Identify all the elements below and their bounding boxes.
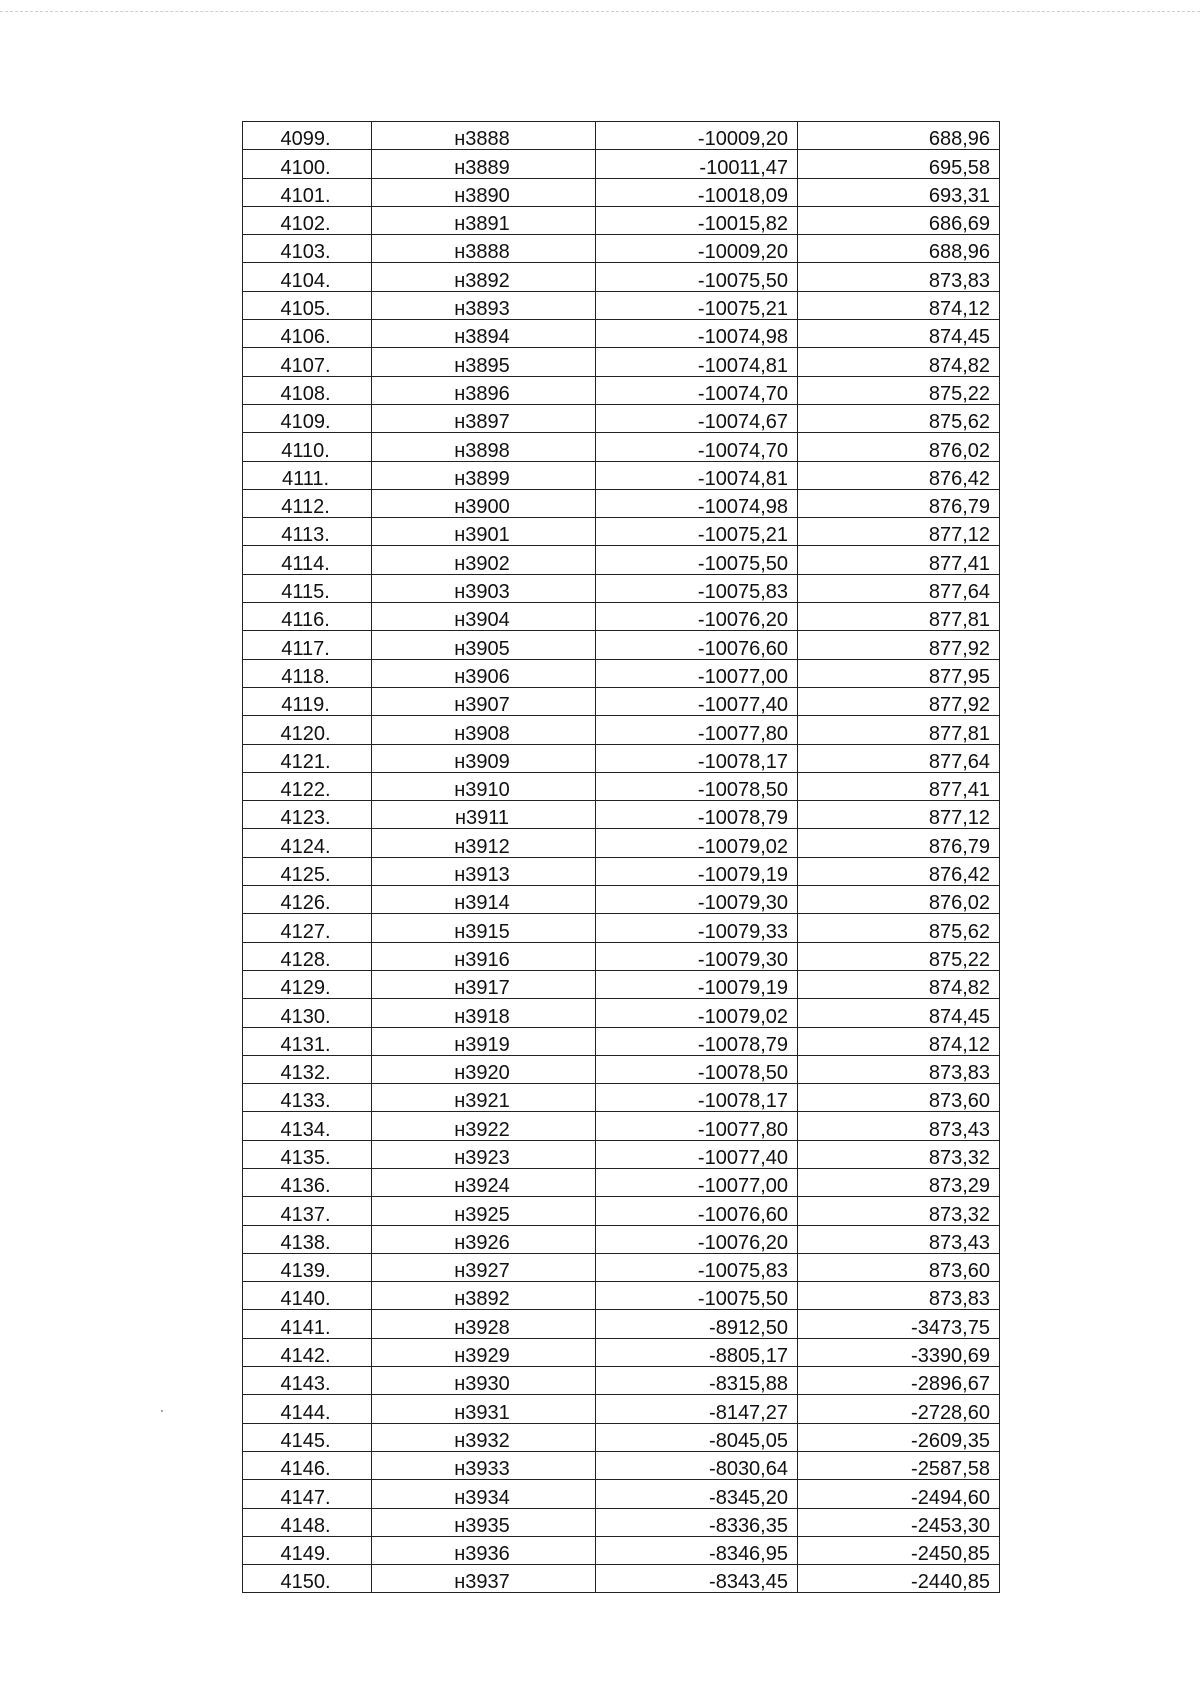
coord-y: 874,82 (798, 970, 1000, 998)
coord-y: -2494,60 (798, 1480, 1000, 1508)
coord-y: -2453,30 (798, 1508, 1000, 1536)
table-row (243, 1027, 1000, 1055)
point-name: н3903 (372, 574, 596, 602)
point-name: н3921 (372, 1084, 596, 1112)
row-number: 4127. (243, 914, 372, 942)
point-name: н3928 (372, 1310, 596, 1338)
point-name: н3919 (372, 1027, 596, 1055)
table-row (243, 1225, 1000, 1253)
coord-y: 693,31 (798, 178, 1000, 206)
table-row (243, 1565, 1000, 1593)
row-number: 4145. (243, 1423, 372, 1451)
point-name: н3937 (372, 1565, 596, 1593)
table-row (243, 1282, 1000, 1310)
coord-y: -2896,67 (798, 1367, 1000, 1395)
table-row (243, 263, 1000, 291)
coord-x: -8336,35 (596, 1508, 798, 1536)
coord-x: -10075,83 (596, 574, 798, 602)
row-number: 4114. (243, 546, 372, 574)
point-name: н3910 (372, 772, 596, 800)
point-name: н3933 (372, 1451, 596, 1479)
table-row (243, 1084, 1000, 1112)
table-row (243, 178, 1000, 206)
coord-x: -10076,60 (596, 631, 798, 659)
point-name: н3936 (372, 1536, 596, 1564)
row-number: 4109. (243, 404, 372, 432)
table-row (243, 687, 1000, 715)
table-row (243, 1310, 1000, 1338)
point-name: н3888 (372, 235, 596, 263)
coord-x: -10077,00 (596, 1168, 798, 1196)
row-number: 4111. (243, 461, 372, 489)
point-name: н3927 (372, 1253, 596, 1281)
point-name: н3925 (372, 1197, 596, 1225)
coordinates-table (242, 121, 1000, 1593)
table-row (243, 546, 1000, 574)
coord-y: 877,64 (798, 574, 1000, 602)
table-row (243, 320, 1000, 348)
coord-y: 874,12 (798, 291, 1000, 319)
table-row (243, 1112, 1000, 1140)
table-row (243, 999, 1000, 1027)
point-name: н3896 (372, 376, 596, 404)
table-row (243, 970, 1000, 998)
point-name: н3897 (372, 404, 596, 432)
table-row (243, 914, 1000, 942)
coord-y: 873,83 (798, 1055, 1000, 1083)
row-number: 4115. (243, 574, 372, 602)
point-name: н3929 (372, 1338, 596, 1366)
point-name: н3900 (372, 489, 596, 517)
table-row (243, 206, 1000, 234)
point-name: н3932 (372, 1423, 596, 1451)
row-number: 4139. (243, 1253, 372, 1281)
coord-x: -8343,45 (596, 1565, 798, 1593)
row-number: 4137. (243, 1197, 372, 1225)
page-top-rule (0, 11, 1200, 12)
point-name: н3892 (372, 263, 596, 291)
table-row (243, 1480, 1000, 1508)
row-number: 4138. (243, 1225, 372, 1253)
coord-y: 695,58 (798, 150, 1000, 178)
point-name: н3902 (372, 546, 596, 574)
row-number: 4116. (243, 603, 372, 631)
coord-y: 873,32 (798, 1140, 1000, 1168)
coord-x: -10074,67 (596, 404, 798, 432)
table-row (243, 489, 1000, 517)
coord-y: -2587,58 (798, 1451, 1000, 1479)
coord-y: 877,41 (798, 772, 1000, 800)
point-name: н3923 (372, 1140, 596, 1168)
coord-x: -10076,60 (596, 1197, 798, 1225)
coord-y: 873,43 (798, 1112, 1000, 1140)
row-number: 4125. (243, 857, 372, 885)
coord-x: -10074,70 (596, 376, 798, 404)
table-row (243, 1338, 1000, 1366)
point-name: н3918 (372, 999, 596, 1027)
coord-y: 874,82 (798, 348, 1000, 376)
table-row (243, 716, 1000, 744)
table-row (243, 631, 1000, 659)
coord-x: -8147,27 (596, 1395, 798, 1423)
coord-x: -10074,81 (596, 461, 798, 489)
coord-x: -10077,80 (596, 1112, 798, 1140)
row-number: 4147. (243, 1480, 372, 1508)
row-number: 4149. (243, 1536, 372, 1564)
coord-x: -10078,79 (596, 801, 798, 829)
table-row (243, 122, 1000, 150)
coord-x: -10075,83 (596, 1253, 798, 1281)
point-name: н3911 (372, 801, 596, 829)
row-number: 4144. (243, 1395, 372, 1423)
coord-y: 876,42 (798, 461, 1000, 489)
table-row (243, 1197, 1000, 1225)
coord-y: -2609,35 (798, 1423, 1000, 1451)
point-name: н3917 (372, 970, 596, 998)
table-row (243, 1423, 1000, 1451)
table-row (243, 376, 1000, 404)
coord-x: -10009,20 (596, 122, 798, 150)
table-row (243, 659, 1000, 687)
row-number: 4104. (243, 263, 372, 291)
point-name: н3893 (372, 291, 596, 319)
row-number: 4148. (243, 1508, 372, 1536)
coord-x: -10011,47 (596, 150, 798, 178)
coord-y: 688,96 (798, 122, 1000, 150)
point-name: н3899 (372, 461, 596, 489)
row-number: 4122. (243, 772, 372, 800)
row-number: 4141. (243, 1310, 372, 1338)
point-name: н3931 (372, 1395, 596, 1423)
table-row (243, 829, 1000, 857)
table-row (243, 1536, 1000, 1564)
coord-x: -8805,17 (596, 1338, 798, 1366)
table-row (243, 291, 1000, 319)
coord-x: -10074,81 (596, 348, 798, 376)
coord-x: -8912,50 (596, 1310, 798, 1338)
table-row (243, 1055, 1000, 1083)
row-number: 4135. (243, 1140, 372, 1168)
point-name: н3888 (372, 122, 596, 150)
row-number: 4133. (243, 1084, 372, 1112)
coord-x: -10075,50 (596, 546, 798, 574)
table-row (243, 348, 1000, 376)
coord-y: 875,62 (798, 404, 1000, 432)
point-name: н3889 (372, 150, 596, 178)
point-name: н3926 (372, 1225, 596, 1253)
row-number: 4140. (243, 1282, 372, 1310)
point-name: н3912 (372, 829, 596, 857)
coord-y: 873,60 (798, 1084, 1000, 1112)
coord-x: -10074,70 (596, 433, 798, 461)
coord-x: -10078,50 (596, 1055, 798, 1083)
table-row (243, 574, 1000, 602)
point-name: н3913 (372, 857, 596, 885)
point-name: н3907 (372, 687, 596, 715)
coord-y: -2440,85 (798, 1565, 1000, 1593)
coord-x: -10077,40 (596, 1140, 798, 1168)
point-name: н3890 (372, 178, 596, 206)
coord-x: -10076,20 (596, 603, 798, 631)
coord-x: -10077,00 (596, 659, 798, 687)
table-row (243, 603, 1000, 631)
point-name: н3894 (372, 320, 596, 348)
coord-y: 873,32 (798, 1197, 1000, 1225)
coord-x: -8030,64 (596, 1451, 798, 1479)
point-name: н3930 (372, 1367, 596, 1395)
table-row (243, 857, 1000, 885)
row-number: 4105. (243, 291, 372, 319)
coord-y: 876,02 (798, 433, 1000, 461)
table-row (243, 1140, 1000, 1168)
coord-y: 873,60 (798, 1253, 1000, 1281)
row-number: 4106. (243, 320, 372, 348)
coord-y: 876,42 (798, 857, 1000, 885)
coord-x: -8346,95 (596, 1536, 798, 1564)
coord-x: -10009,20 (596, 235, 798, 263)
table-row (243, 1367, 1000, 1395)
coord-x: -10075,50 (596, 263, 798, 291)
coord-y: 875,62 (798, 914, 1000, 942)
coord-y: 877,12 (798, 801, 1000, 829)
coord-x: -8315,88 (596, 1367, 798, 1395)
row-number: 4142. (243, 1338, 372, 1366)
table-row (243, 942, 1000, 970)
table-row (243, 744, 1000, 772)
table-row (243, 404, 1000, 432)
point-name: н3922 (372, 1112, 596, 1140)
coord-y: 874,12 (798, 1027, 1000, 1055)
row-number: 4123. (243, 801, 372, 829)
coord-y: 877,41 (798, 546, 1000, 574)
coord-x: -10077,80 (596, 716, 798, 744)
coord-x: -8045,05 (596, 1423, 798, 1451)
point-name: н3924 (372, 1168, 596, 1196)
row-number: 4110. (243, 433, 372, 461)
coord-x: -10078,17 (596, 744, 798, 772)
coord-x: -10018,09 (596, 178, 798, 206)
coord-y: 877,92 (798, 631, 1000, 659)
row-number: 4117. (243, 631, 372, 659)
table-row (243, 1508, 1000, 1536)
coord-x: -10074,98 (596, 320, 798, 348)
coord-x: -10079,19 (596, 857, 798, 885)
coord-y: 877,64 (798, 744, 1000, 772)
row-number: 4112. (243, 489, 372, 517)
point-name: н3935 (372, 1508, 596, 1536)
coord-y: 873,29 (798, 1168, 1000, 1196)
table-row (243, 1451, 1000, 1479)
coord-y: 873,83 (798, 1282, 1000, 1310)
row-number: 4121. (243, 744, 372, 772)
row-number: 4146. (243, 1451, 372, 1479)
coord-y: 877,12 (798, 518, 1000, 546)
coord-x: -10079,33 (596, 914, 798, 942)
row-number: 4131. (243, 1027, 372, 1055)
table-row (243, 461, 1000, 489)
point-name: н3908 (372, 716, 596, 744)
coord-y: 688,96 (798, 235, 1000, 263)
row-number: 4101. (243, 178, 372, 206)
coord-x: -10074,98 (596, 489, 798, 517)
coord-x: -10078,50 (596, 772, 798, 800)
coord-y: -2450,85 (798, 1536, 1000, 1564)
row-number: 4107. (243, 348, 372, 376)
point-name: н3901 (372, 518, 596, 546)
coord-y: 876,79 (798, 829, 1000, 857)
row-number: 4108. (243, 376, 372, 404)
table-row (243, 518, 1000, 546)
coord-x: -10076,20 (596, 1225, 798, 1253)
row-number: 4126. (243, 886, 372, 914)
coord-y: 874,45 (798, 320, 1000, 348)
coord-y: 873,83 (798, 263, 1000, 291)
row-number: 4120. (243, 716, 372, 744)
point-name: н3898 (372, 433, 596, 461)
coord-y: 873,43 (798, 1225, 1000, 1253)
row-number: 4136. (243, 1168, 372, 1196)
table-row (243, 772, 1000, 800)
coord-x: -10079,02 (596, 999, 798, 1027)
row-number: 4150. (243, 1565, 372, 1593)
coord-y: -3473,75 (798, 1310, 1000, 1338)
table-row (243, 1395, 1000, 1423)
table-row (243, 1168, 1000, 1196)
coord-y: 874,45 (798, 999, 1000, 1027)
row-number: 4130. (243, 999, 372, 1027)
point-name: н3904 (372, 603, 596, 631)
point-name: н3905 (372, 631, 596, 659)
row-number: 4119. (243, 687, 372, 715)
coord-y: 877,81 (798, 716, 1000, 744)
row-number: 4103. (243, 235, 372, 263)
coord-x: -10078,79 (596, 1027, 798, 1055)
coord-y: 877,92 (798, 687, 1000, 715)
coord-x: -10015,82 (596, 206, 798, 234)
coord-x: -10075,21 (596, 291, 798, 319)
coord-y: -2728,60 (798, 1395, 1000, 1423)
row-number: 4132. (243, 1055, 372, 1083)
coord-y: 686,69 (798, 206, 1000, 234)
coord-x: -10079,30 (596, 886, 798, 914)
coord-y: 877,95 (798, 659, 1000, 687)
coord-y: 875,22 (798, 942, 1000, 970)
row-number: 4113. (243, 518, 372, 546)
point-name: н3895 (372, 348, 596, 376)
point-name: н3891 (372, 206, 596, 234)
table-row (243, 886, 1000, 914)
table-row (243, 150, 1000, 178)
point-name: н3906 (372, 659, 596, 687)
coord-y: -3390,69 (798, 1338, 1000, 1366)
coord-y: 876,02 (798, 886, 1000, 914)
row-number: 4128. (243, 942, 372, 970)
coord-y: 875,22 (798, 376, 1000, 404)
row-number: 4099. (243, 122, 372, 150)
table-row (243, 433, 1000, 461)
coord-x: -10075,21 (596, 518, 798, 546)
table-row (243, 1253, 1000, 1281)
coord-y: 877,81 (798, 603, 1000, 631)
point-name: н3915 (372, 914, 596, 942)
scan-speck (161, 1410, 163, 1412)
coord-x: -10079,02 (596, 829, 798, 857)
coordinates-table-body (243, 122, 1000, 1593)
row-number: 4143. (243, 1367, 372, 1395)
row-number: 4134. (243, 1112, 372, 1140)
coord-x: -10077,40 (596, 687, 798, 715)
coord-y: 876,79 (798, 489, 1000, 517)
coord-x: -8345,20 (596, 1480, 798, 1508)
point-name: н3920 (372, 1055, 596, 1083)
point-name: н3916 (372, 942, 596, 970)
point-name: н3892 (372, 1282, 596, 1310)
row-number: 4118. (243, 659, 372, 687)
point-name: н3934 (372, 1480, 596, 1508)
row-number: 4129. (243, 970, 372, 998)
coord-x: -10079,19 (596, 970, 798, 998)
row-number: 4102. (243, 206, 372, 234)
table-row (243, 235, 1000, 263)
row-number: 4124. (243, 829, 372, 857)
coord-x: -10078,17 (596, 1084, 798, 1112)
table-row (243, 801, 1000, 829)
coord-x: -10079,30 (596, 942, 798, 970)
point-name: н3914 (372, 886, 596, 914)
row-number: 4100. (243, 150, 372, 178)
coord-x: -10075,50 (596, 1282, 798, 1310)
point-name: н3909 (372, 744, 596, 772)
